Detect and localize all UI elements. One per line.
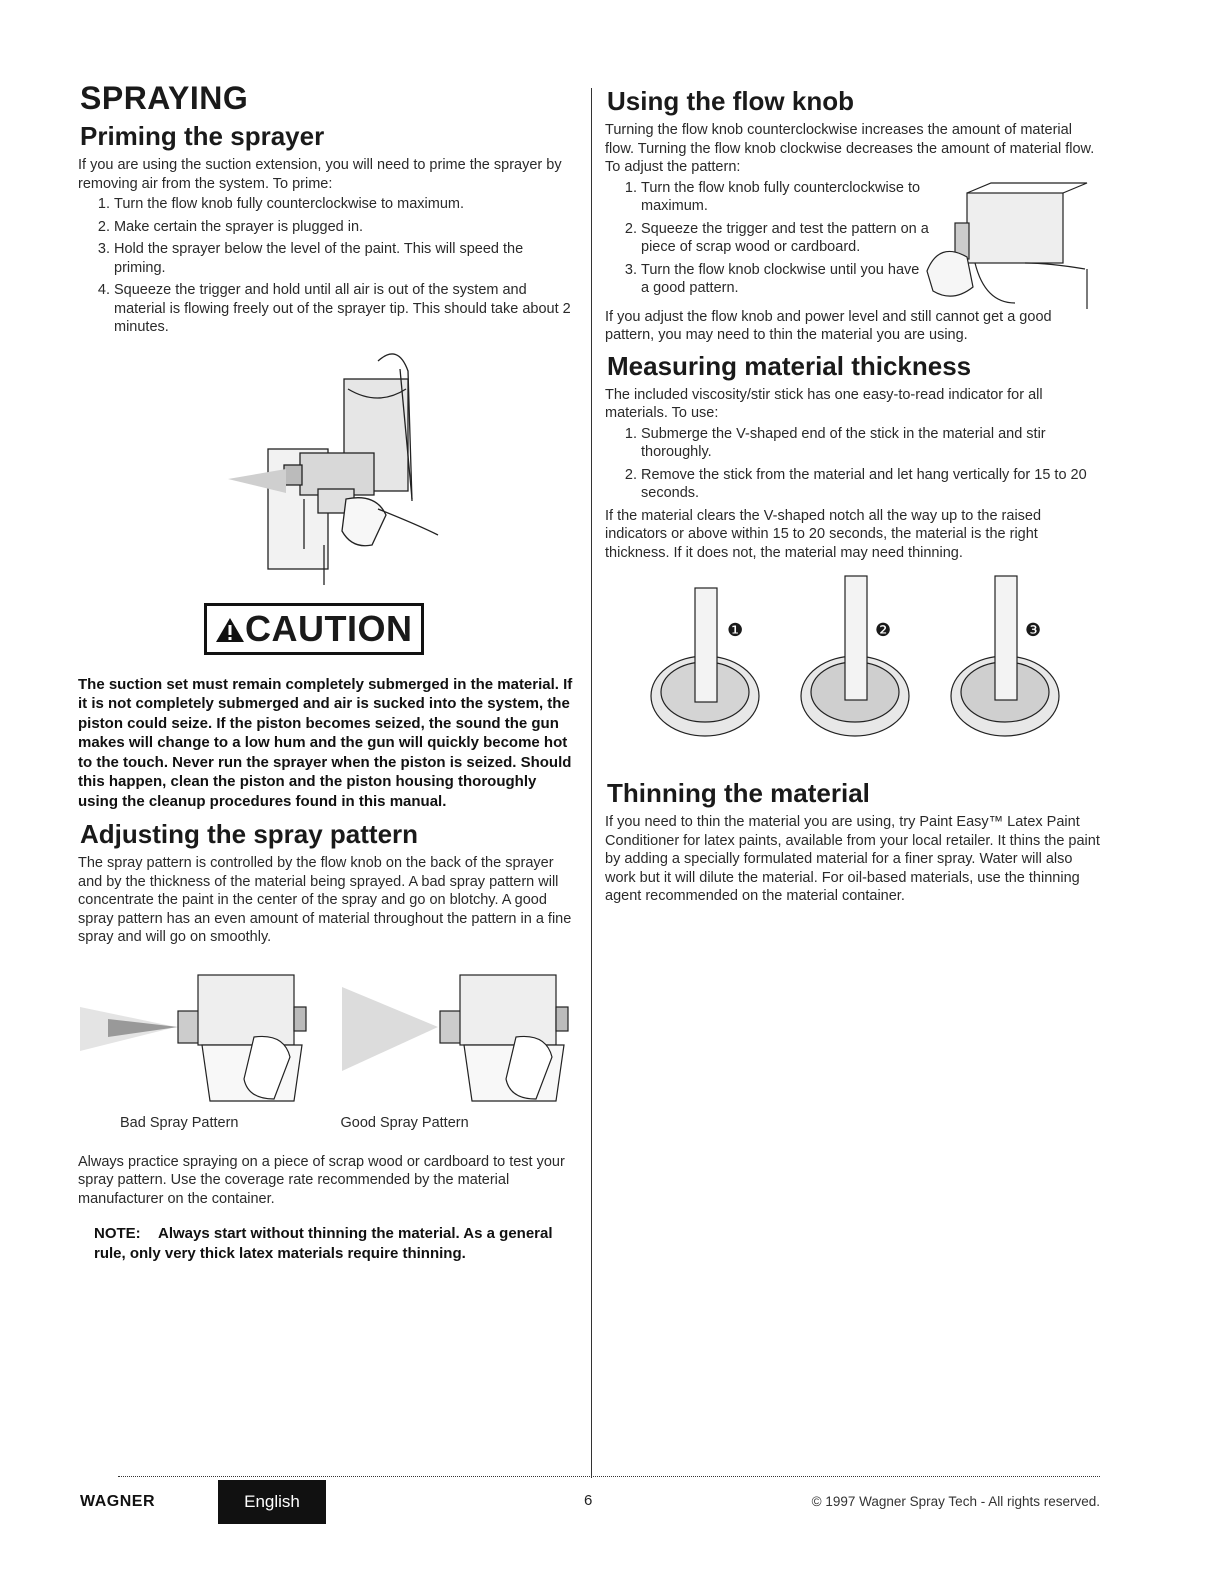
marker-3: ❸ [1025,620,1042,640]
list-item: 1. Turn the flow knob fully counterclockwise to maximum. [641,179,931,216]
measuring-intro: The included viscosity/stir stick has one easy-to-read indicator for all materials. To use: [605,386,1043,421]
marker-2: ❷ [875,620,892,640]
note-text: Always start without thinning the material. As a general rule, only very thick latex materials require thinning. [94,1225,553,1262]
flow-knob-illustration [915,179,1095,319]
note [94,1224,573,1263]
column-divider [591,88,592,1478]
flow-steps [605,179,931,298]
flow-intro: Turning the flow knob counterclockwise increases the amount of material flow. Turning the flow knob clockwise decreases the amount of material flow. To adjust the pattern: [605,122,1095,175]
list-item: 1. Submerge the V-shaped end of the stick in the material and stir thoroughly. [641,425,1100,462]
flow-after: If you adjust the flow knob and power level and still cannot get a good pattern, you may need to thin the material you are using. [605,308,1052,343]
priming-intro: If you are using the suction extension, you will need to prime the sprayer by removing air from the system. To prime: [78,157,562,192]
list-item: 2. Squeeze the trigger and test the pattern on a piece of scrap wood or cardboard. [641,220,931,257]
list-item: 2. Make certain the sprayer is plugged in. [114,218,573,237]
marker-1: ❶ [727,620,744,640]
stir-stick-illustration [605,572,1100,772]
caution-banner [204,603,424,655]
priming-steps [78,195,573,337]
list-item: 4. Squeeze the trigger and hold until all air is out of the system and material is flowing freely out of the sprayer tip. This should take about 2 minutes. [114,281,573,337]
spray-pattern-illustration [78,967,573,1107]
flow-title: Using the flow knob [607,86,854,116]
wagner-logo: WAGNER [80,1493,155,1510]
caution-text: The suction set must remain completely submerged in the material. If it is not completely submerged and air is sucked into the system, the piston could seize. If the piston becomes seized, the sound the gun makes will change to a low hum and the gun will quickly become hot to the touch. Never run the sprayer when the piston is seized. Should this happen, clean the piston and the piston housing thoroughly using the cleanup procedures found in this manual. [78,675,573,810]
list-item: 3. Hold the sprayer below the level of the paint. This will speed the priming. [114,240,573,277]
page-number: 6 [584,1492,593,1509]
language-tab: English [218,1480,326,1524]
good-pattern-caption: Good Spray Pattern [340,1114,469,1131]
right-column [605,86,1100,906]
priming-title: Priming the sprayer [80,121,325,151]
measuring-after: If the material clears the V-shaped notch all the way up to the raised indicators or above within 15 to 20 seconds, the material is the right thickness. If it does not, the material may need thinning. [605,507,1042,561]
practice-text: Always practice spraying on a piece of scrap wood or cardboard to test your spray pattern. Use the coverage rate recommended by the material manufacturer on the container. [78,1153,565,1207]
footer-rule [118,1476,1100,1477]
spray-captions [78,1115,573,1131]
thinning-text: If you need to thin the material you are using, try Paint Easy™ Latex Paint Conditioner for latex paints, available from your local retailer. It thins the paint by adding a specially formulated material for a finer spray. Water will also work but it will dilute the material. For oil-based materials, use the thinning agent recommended on the material container. [605,814,1100,904]
measuring-title: Measuring material thickness [607,350,972,381]
list-item: 1. Turn the flow knob fully counterclockwise to maximum. [114,195,573,214]
copyright: © 1997 Wagner Spray Tech - All rights reserved. [811,1494,1100,1509]
adjusting-text: The spray pattern is controlled by the flow knob on the back of the sprayer and by the thickness of the material being sprayed. A bad spray pattern will concentrate the paint in the center of the spray and go on blotchy. A good spray pattern has an even amount of material throughout the pattern in a fine spray and will go on smoothly. [78,855,572,945]
list-item: 3. Turn the flow knob clockwise until you have a good pattern. [641,261,931,298]
list-item: 2. Remove the stick from the material and let hang vertically for 15 to 20 seconds. [641,466,1100,503]
bad-pattern-caption: Bad Spray Pattern [120,1114,239,1131]
thinning-title: Thinning the material [607,778,870,808]
measuring-steps [605,425,1100,503]
stir-stick-figures [605,572,1100,772]
priming-illustration [78,349,573,589]
adjusting-title: Adjusting the spray pattern [80,819,419,849]
left-column [78,80,573,1263]
section-heading: SPRAYING [80,80,249,116]
warning-icon [215,616,245,644]
note-label: NOTE: [94,1225,141,1242]
caution-label: CAUTION [245,607,413,649]
